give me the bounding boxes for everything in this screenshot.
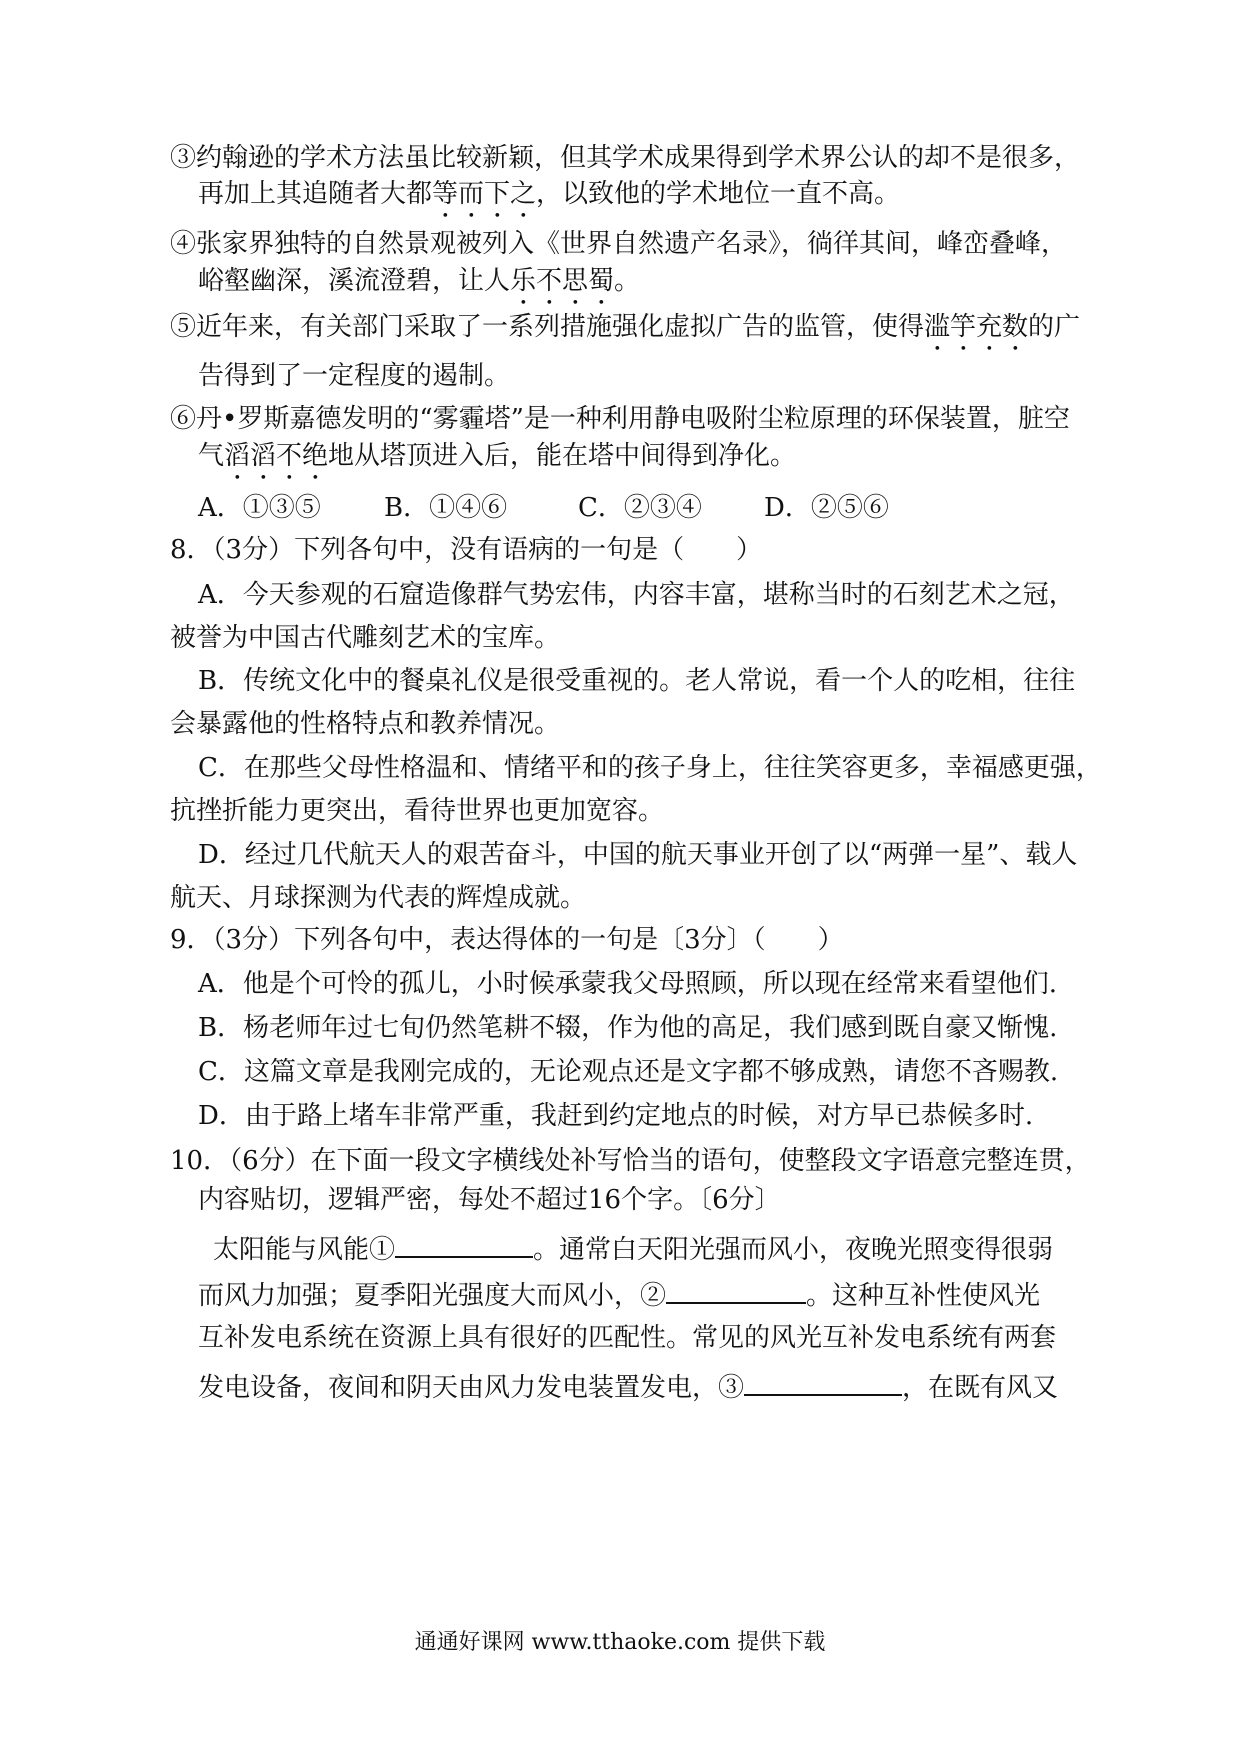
q10-passage-line4-post: ，在既有风又 <box>902 1373 1059 1403</box>
item4-line1: ④张家界独特的自然景观被列入《世界自然遗产名录》，徜徉其间，峰峦叠峰， <box>170 229 1068 259</box>
q10-passage-line1-pre: 太阳能与风能① <box>213 1235 396 1265</box>
item3-idiom: 等而下之 <box>432 179 537 209</box>
q10-passage-line4-pre: 发电设备，夜间和阴天由风力发电装置发电，③ <box>198 1373 745 1403</box>
item4-line2-post: 。 <box>614 266 641 296</box>
q9-option-b: B．杨老师年过七旬仍然笔耕不辍，作为他的高足，我们感到既自豪又惭愧. <box>198 1013 1058 1043</box>
q10-passage-line3: 互补发电系统在资源上具有很好的匹配性。常见的风光互补发电系统有两套 <box>198 1323 1057 1353</box>
item5-line1-post: 的广 <box>1028 312 1081 342</box>
q8-option-d-line1: D．经过几代航天人的艰苦奋斗，中国的航天事业开创了以“两弹一星”、载人 <box>198 840 1078 870</box>
answer-blank-1[interactable] <box>395 1228 533 1258</box>
q7-option-b: B．①④⑥ <box>384 493 508 523</box>
q10-passage-line1 <box>213 1228 1053 1264</box>
item3-line2 <box>198 176 900 212</box>
q9-option-d: D．由于路上堵车非常严重，我赶到约定地点的时候，对方早已恭候多时. <box>198 1101 1034 1131</box>
item6-line2-post: 地从塔顶进入后，能在塔中间得到净化。 <box>328 441 797 471</box>
answer-blank-2[interactable] <box>666 1274 806 1304</box>
q10-passage-line4 <box>198 1366 1058 1402</box>
q8-option-c-line2: 抗挫折能力更突出，看待世界也更加宽容。 <box>170 796 665 826</box>
q7-option-c: C．②③④ <box>578 493 702 523</box>
item6-line2 <box>198 438 796 474</box>
q9-stem: 9．（3分）下列各句中，表达得体的一句是〔3分〕（ ） <box>170 925 844 955</box>
q7-option-d: D．②⑤⑥ <box>764 493 889 523</box>
q10-passage-line1-post: 。通常白天阳光强而风小，夜晚光照变得很弱 <box>533 1235 1054 1265</box>
item4-idiom: 乐不思蜀 <box>510 266 615 296</box>
item6-line2-pre: 气 <box>198 441 225 471</box>
item3-line1: ③约翰逊的学术方法虽比较新颖，但其学术成果得到学术界公认的却不是很多， <box>170 143 1081 173</box>
q9-option-c: C．这篇文章是我刚完成的，无论观点还是文字都不够成熟，请您不吝赐教. <box>198 1057 1059 1087</box>
answer-blank-3[interactable] <box>744 1366 902 1396</box>
item6-line1: ⑥丹•罗斯嘉德发明的“雾霾塔”是一种利用静电吸附尘粒原理的环保装置，脏空 <box>170 404 1070 434</box>
q8-option-a-line2: 被誉为中国古代雕刻艺术的宝库。 <box>170 623 561 653</box>
q10-stem-line2: 内容贴切，逻辑严密，每处不超过16个字。〔6分〕 <box>198 1185 781 1215</box>
q10-stem-line1: 10．（6分）在下面一段文字横线处补写恰当的语句，使整段文字语意完整连贯， <box>170 1146 1091 1176</box>
item5-line2: 告得到了一定程度的遏制。 <box>198 361 511 391</box>
q10-passage-line2 <box>198 1274 1040 1310</box>
item3-line2-pre: 再加上其追随者大都 <box>198 179 433 209</box>
item3-line2-post: ，以致他的学术地位一直不高。 <box>536 179 901 209</box>
item5-idiom: 滥竽充数 <box>924 312 1029 342</box>
q10-passage-line2-post: 。这种互补性使风光 <box>806 1281 1041 1311</box>
q8-option-b-line2: 会暴露他的性格特点和教养情况。 <box>170 709 561 739</box>
item5-line1-pre: ⑤近年来，有关部门采取了一系列措施强化虚拟广告的监管，使得 <box>170 312 925 342</box>
page-footer: 通通好课网 www.tthaoke.com 提供下载 <box>414 1630 826 1655</box>
item4-line2 <box>198 263 640 299</box>
q9-option-a: A．他是个可怜的孤儿，小时候承蒙我父母照顾，所以现在经常来看望他们. <box>198 969 1058 999</box>
q8-option-b-line1: B．传统文化中的餐桌礼仪是很受重视的。老人常说，看一个人的吃相，往往 <box>198 666 1076 696</box>
item5-line1 <box>170 309 1080 345</box>
q8-stem: 8．（3分）下列各句中，没有语病的一句是（ ） <box>170 535 763 565</box>
q8-option-c-line1: C．在那些父母性格温和、情绪平和的孩子身上，往往笑容更多，幸福感更强， <box>198 753 1102 783</box>
q7-option-a: A．①③⑤ <box>198 493 321 523</box>
item4-line2-pre: 峪壑幽深，溪流澄碧，让人 <box>198 266 511 296</box>
item6-idiom: 滔滔不绝 <box>224 441 329 471</box>
q10-passage-line2-pre: 而风力加强；夏季阳光强度大而风小，② <box>198 1281 667 1311</box>
q8-option-d-line2: 航天、月球探测为代表的辉煌成就。 <box>170 883 587 913</box>
q8-option-a-line1: A．今天参观的石窟造像群气势宏伟，内容丰富，堪称当时的石刻艺术之冠， <box>198 580 1075 610</box>
